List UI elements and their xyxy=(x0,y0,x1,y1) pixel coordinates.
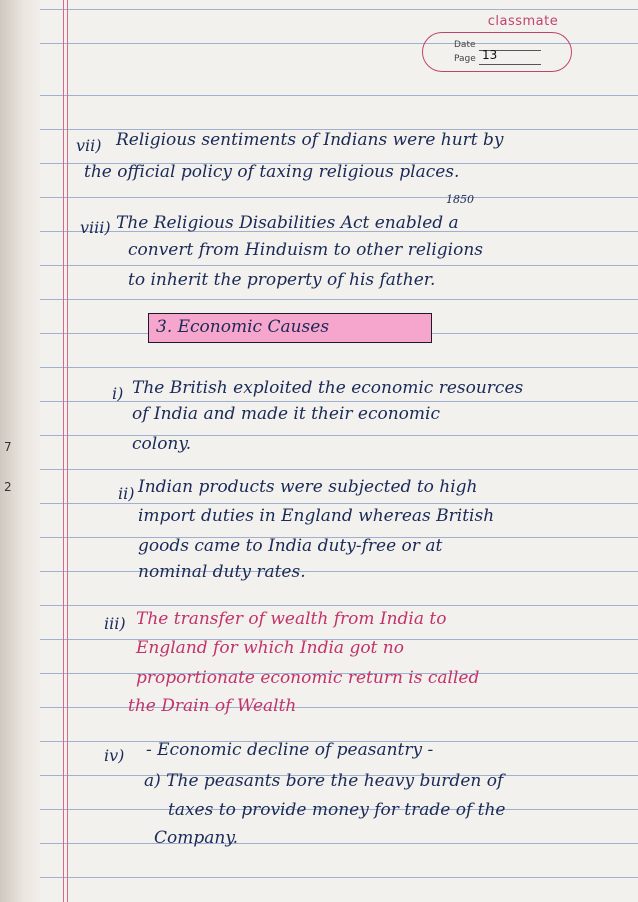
margin-line xyxy=(63,0,64,902)
page-label: Page xyxy=(454,54,476,64)
page-rule xyxy=(479,64,541,65)
text-line: Indian products were subjected to high xyxy=(138,477,478,497)
side-mark: 7 xyxy=(4,440,12,454)
text-line: goods came to India duty-free or at xyxy=(138,536,443,556)
text-line: Company. xyxy=(154,828,239,848)
date-label: Date xyxy=(454,40,476,50)
point-number: viii) xyxy=(80,218,111,237)
year-annotation: 1850 xyxy=(446,193,474,206)
text-line: - Economic decline of peasantry - xyxy=(146,740,434,760)
text-line: taxes to provide money for trade of the xyxy=(168,800,506,820)
page-number: 13 xyxy=(482,48,498,62)
side-mark: 2 xyxy=(4,480,12,494)
text-line: of India and made it their economic xyxy=(132,404,440,424)
point-number: iv) xyxy=(104,746,125,765)
text-line: convert from Hinduism to other religions xyxy=(128,240,483,260)
point-number: ii) xyxy=(118,484,135,503)
point-number: i) xyxy=(112,384,124,403)
text-line: Religious sentiments of Indians were hurt by xyxy=(116,130,504,150)
text-line: nominal duty rates. xyxy=(138,562,306,582)
text-line: import duties in England whereas British xyxy=(138,506,495,526)
text-line: to inherit the property of his father. xyxy=(128,270,436,290)
margin-line xyxy=(67,0,68,902)
text-line: a) The peasants bore the heavy burden of xyxy=(144,771,504,791)
text-line: The British exploited the economic resources xyxy=(132,378,524,398)
section-heading: 3. Economic Causes xyxy=(156,317,330,337)
text-line: the Drain of Wealth xyxy=(128,696,297,716)
point-number: iii) xyxy=(104,614,126,633)
point-number: vii) xyxy=(76,136,102,155)
text-line: colony. xyxy=(132,434,192,454)
text-line: The transfer of wealth from India to xyxy=(136,609,447,629)
text-line: the official policy of taxing religious places. xyxy=(84,162,460,182)
text-line: proportionate economic return is called xyxy=(136,668,480,688)
text-line: The Religious Disabilities Act enabled a xyxy=(116,213,459,233)
brand-logo: classmate xyxy=(487,14,559,29)
text-line: England for which India got no xyxy=(136,638,404,658)
